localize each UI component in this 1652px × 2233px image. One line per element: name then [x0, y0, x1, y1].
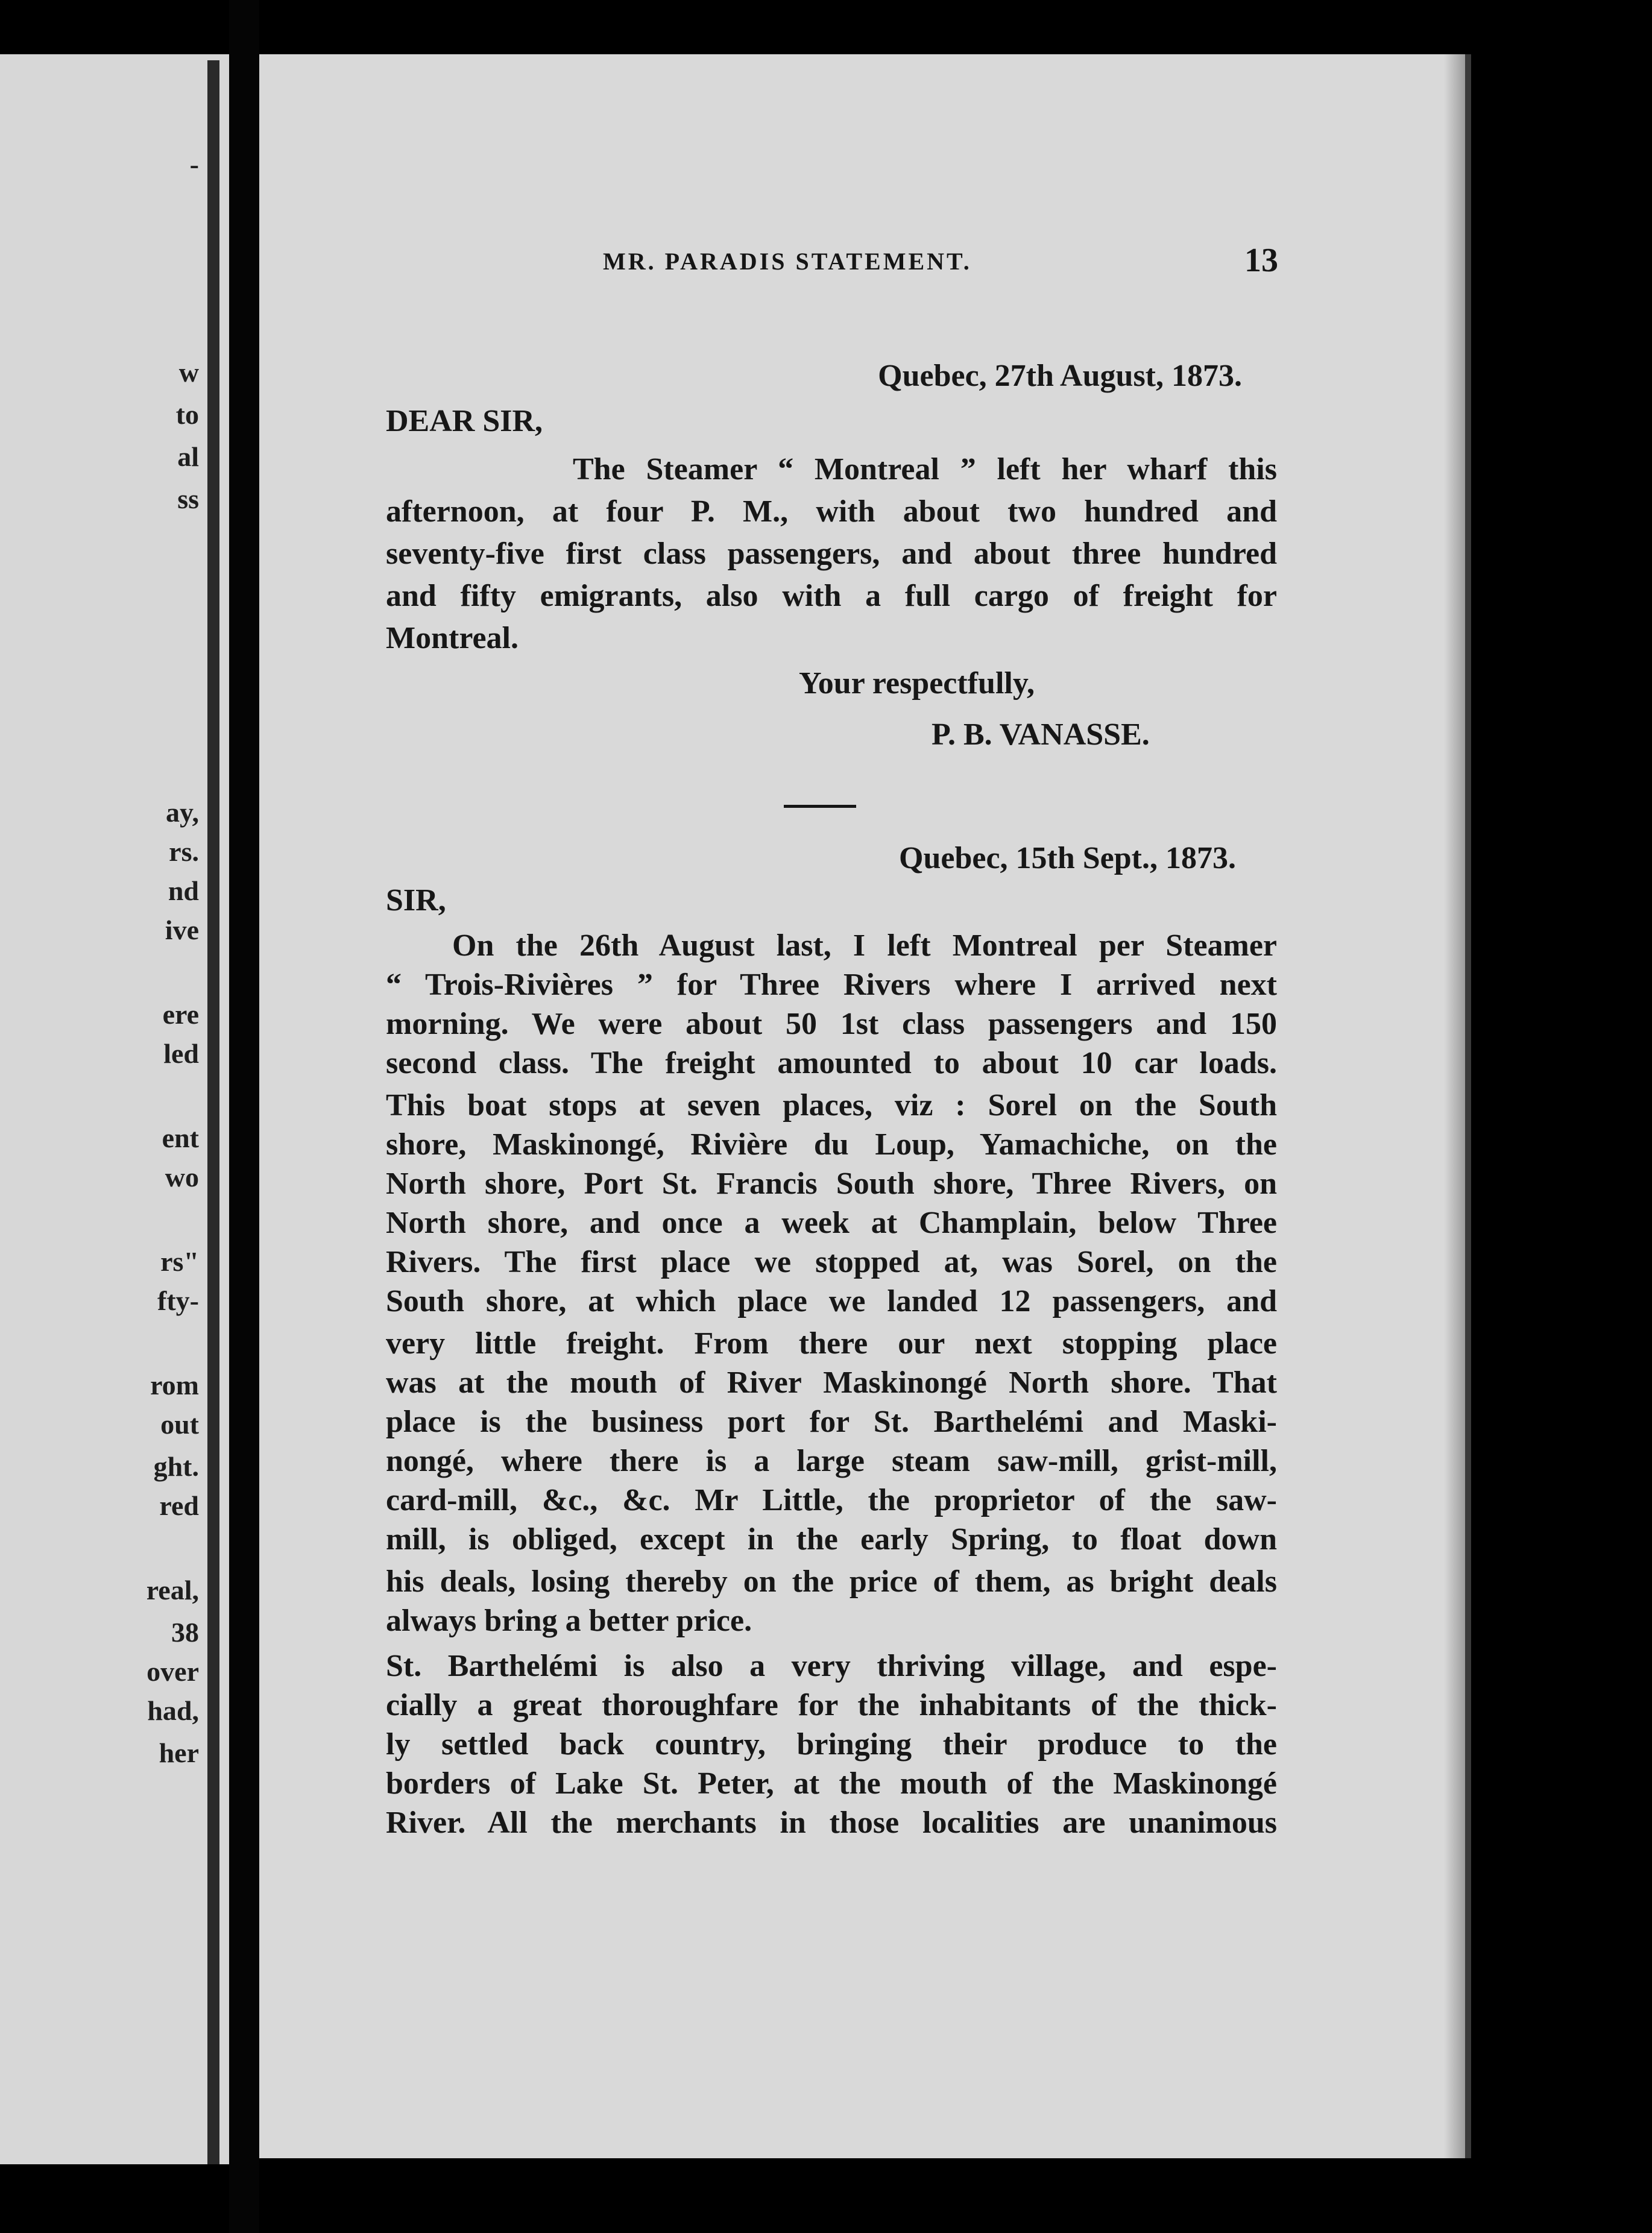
- left-fragment: w: [178, 357, 199, 388]
- left-fragment: ght.: [153, 1451, 199, 1482]
- page-shadow: [1444, 54, 1465, 2158]
- left-fragment: fty-: [157, 1285, 199, 1316]
- letter2-body-line: was at the mouth of River Maskinongé North shore. That: [386, 1365, 1277, 1400]
- left-fragment: rs": [160, 1246, 199, 1277]
- left-fragment: had,: [147, 1695, 199, 1726]
- letter1-body-line: seventy-five first class passengers, and about three hundred: [386, 537, 1277, 571]
- left-fragment: 38: [171, 1617, 199, 1648]
- left-page-fragment: [0, 54, 229, 2164]
- page-body: [386, 0, 1277, 2233]
- letter2-body-line: nongé, where there is a large steam saw-mill, grist-mill,: [386, 1444, 1277, 1478]
- left-fragment: nd: [168, 875, 199, 906]
- letter2-body-line: card-mill, &c., &c. Mr Little, the proprietor of the saw-: [386, 1483, 1277, 1517]
- left-fragment: her: [159, 1737, 199, 1768]
- left-fragment: ere: [162, 999, 199, 1030]
- letter2-body-line: cially a great thoroughfare for the inhabitants of the thick-: [386, 1688, 1277, 1722]
- letter2-body-line: On the 26th August last, I left Montreal per Steamer: [452, 928, 1277, 963]
- letter2-body-line: Rivers. The first place we stopped at, was Sorel, on the: [386, 1245, 1277, 1279]
- letter2-body-line: place is the business port for St. Barthelémi and Maski-: [386, 1405, 1277, 1439]
- left-fragment: -: [189, 149, 199, 180]
- letter2-body-line: “ Trois-Rivières ” for Three Rivers where I arrived next: [386, 968, 1277, 1002]
- left-fragment: ss: [177, 483, 199, 514]
- letter2-body-line: very little freight. From there our next stopping place: [386, 1326, 1277, 1361]
- letter2-body-line: This boat stops at seven places, viz : Sorel on the South: [386, 1088, 1277, 1123]
- letter2-salutation: SIR,: [386, 883, 446, 918]
- letter2-body-line: second class. The freight amounted to about 10 car loads.: [386, 1046, 1277, 1080]
- letter2-body-line: morning. We were about 50 1st class passengers and 150: [386, 1007, 1277, 1041]
- right-page-edge: [1465, 54, 1471, 2158]
- running-header-title: MR. PARADIS STATEMENT.: [603, 248, 972, 275]
- left-fragment: wo: [165, 1162, 199, 1192]
- letter2-body-line: St. Barthelémi is also a very thriving village, and espe-: [386, 1649, 1277, 1683]
- letter2-dateline: Quebec, 15th Sept., 1873.: [899, 841, 1236, 875]
- right-background: [1471, 0, 1652, 2233]
- letter2-body-line: always bring a better price.: [386, 1604, 752, 1638]
- left-fragment: red: [159, 1490, 199, 1521]
- letter2-body-line: River. All the merchants in those localities are unanimous: [386, 1806, 1277, 1840]
- left-fragment: ent: [162, 1123, 199, 1153]
- left-fragment: to: [175, 399, 199, 430]
- letter1-body-line: The Steamer “ Montreal ” left her wharf this: [573, 452, 1277, 487]
- letter2-body-line: South shore, at which place we landed 12 passengers, and: [386, 1284, 1277, 1318]
- letter1-signature: P. B. VANASSE.: [932, 717, 1150, 752]
- left-fragment: rom: [150, 1370, 199, 1400]
- letter2-body-line: North shore, and once a week at Champlain, below Three: [386, 1206, 1277, 1240]
- letter1-dateline: Quebec, 27th August, 1873.: [878, 359, 1242, 393]
- page-number: 13: [1244, 242, 1278, 279]
- letter2-body-line: ly settled back country, bringing their produce to the: [386, 1727, 1277, 1762]
- left-fragment: rs.: [169, 836, 199, 867]
- letter2-body-line: mill, is obliged, except in the early Spring, to float down: [386, 1522, 1277, 1557]
- letter1-body-line: and fifty emigrants, also with a full cargo of freight for: [386, 579, 1277, 613]
- left-fragment: ay,: [166, 797, 199, 828]
- letter1-salutation: DEAR SIR,: [386, 404, 543, 438]
- letter2-body-line: borders of Lake St. Peter, at the mouth of the Maskinongé: [386, 1766, 1277, 1801]
- left-fragment: over: [147, 1656, 199, 1687]
- left-fragment: real,: [146, 1575, 199, 1605]
- left-fragment: led: [163, 1038, 199, 1069]
- letter1-body-line: afternoon, at four P. M., with about two hundred and: [386, 494, 1277, 529]
- left-page-text: [0, 54, 199, 2164]
- left-page-edge: [207, 60, 219, 2164]
- left-fragment: al: [177, 441, 199, 472]
- letter2-body-line: his deals, losing thereby on the price of them, as bright deals: [386, 1564, 1277, 1599]
- letter2-body-line: shore, Maskinongé, Rivière du Loup, Yamachiche, on the: [386, 1127, 1277, 1162]
- left-fragment: out: [160, 1409, 199, 1440]
- letter1-body-line: Montreal.: [386, 621, 519, 655]
- letter2-body-line: North shore, Port St. Francis South shore, Three Rivers, on: [386, 1167, 1277, 1201]
- section-divider: [784, 805, 856, 808]
- left-fragment: ive: [165, 915, 199, 945]
- book-gutter: [229, 0, 259, 2233]
- letter1-closing: Your respectfully,: [799, 666, 1035, 701]
